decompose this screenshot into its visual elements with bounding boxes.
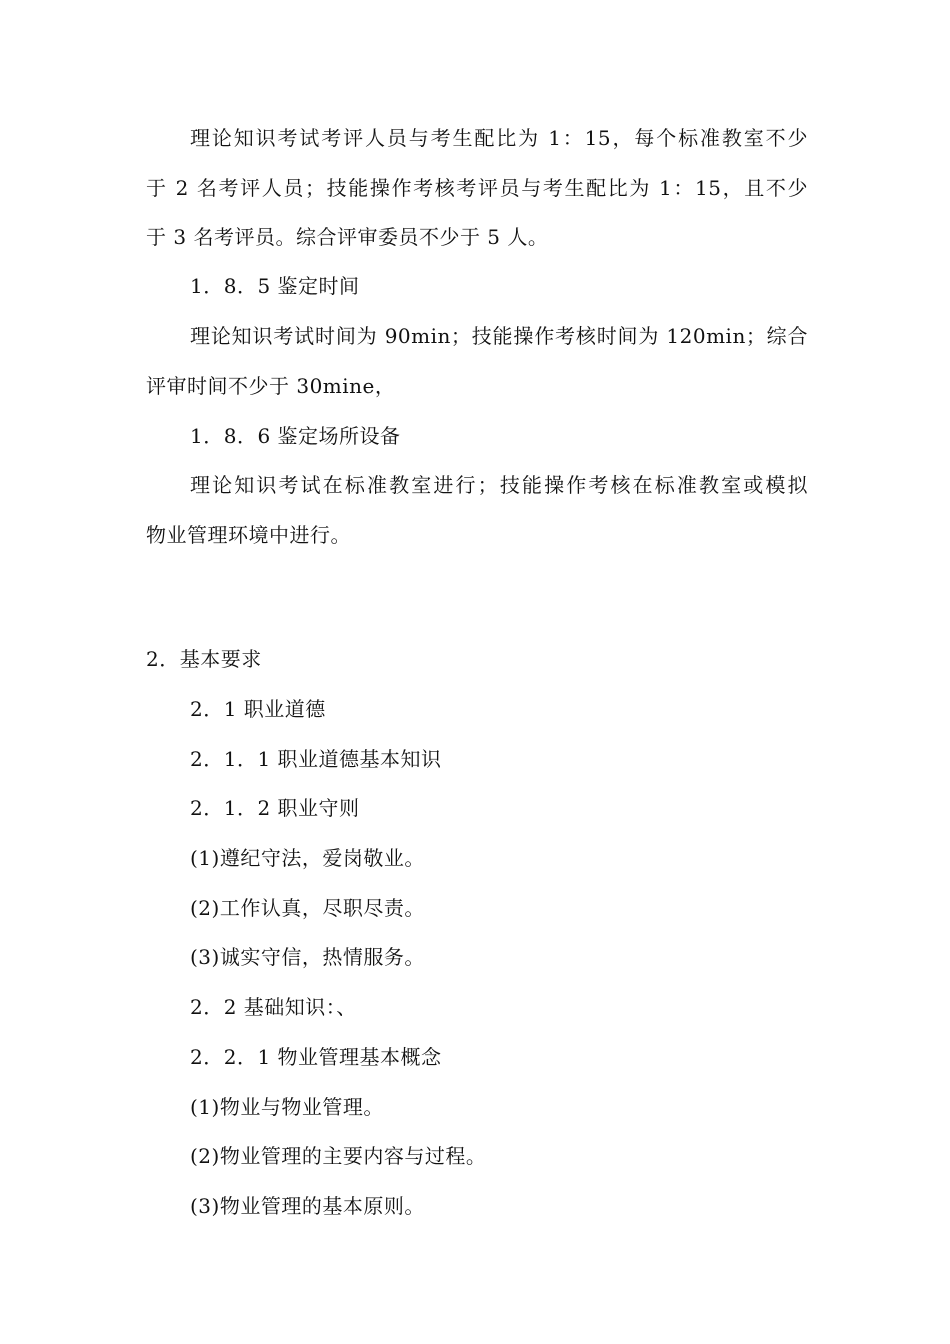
section-title: 2．基本要求 bbox=[146, 647, 262, 671]
paragraph-line: 于 3 名考评员。综合评审委员不少于 5 人。 bbox=[146, 225, 549, 249]
paragraph-line: 理论知识考试在标准教室进行；技能操作考核在标准教室或模拟 bbox=[190, 473, 808, 497]
section-heading: 2．1．2 职业守则 bbox=[190, 796, 360, 820]
paragraph-line: 理论知识考试时间为 90min；技能操作考核时间为 120min；综合 bbox=[190, 324, 808, 348]
paragraph-line: 评审时间不少于 30mine， bbox=[146, 374, 396, 398]
list-item: (2)工作认真，尽职尽责。 bbox=[190, 896, 425, 920]
section-heading: 2．2 基础知识：、 bbox=[190, 995, 357, 1019]
paragraph-line: 物业管理环境中进行。 bbox=[146, 523, 351, 547]
section-heading: 2．1 职业道德 bbox=[190, 697, 326, 721]
section-heading: 2．1．1 职业道德基本知识 bbox=[190, 747, 442, 771]
paragraph-line: 于 2 名考评人员；技能操作考核考评员与考生配比为 1：15，且不少 bbox=[146, 176, 808, 200]
section-heading: 1．8．5 鉴定时间 bbox=[190, 274, 360, 298]
list-item: (3)物业管理的基本原则。 bbox=[190, 1194, 425, 1218]
section-heading: 2．2．1 物业管理基本概念 bbox=[190, 1045, 442, 1069]
section-heading: 1．8．6 鉴定场所设备 bbox=[190, 424, 401, 448]
list-item: (1)物业与物业管理。 bbox=[190, 1095, 384, 1119]
paragraph-line: 理论知识考试考评人员与考生配比为 1：15，每个标准教室不少 bbox=[190, 126, 808, 150]
list-item: (1)遵纪守法，爱岗敬业。 bbox=[190, 846, 425, 870]
list-item: (2)物业管理的主要内容与过程。 bbox=[190, 1144, 487, 1168]
list-item: (3)诚实守信，热情服务。 bbox=[190, 945, 425, 969]
